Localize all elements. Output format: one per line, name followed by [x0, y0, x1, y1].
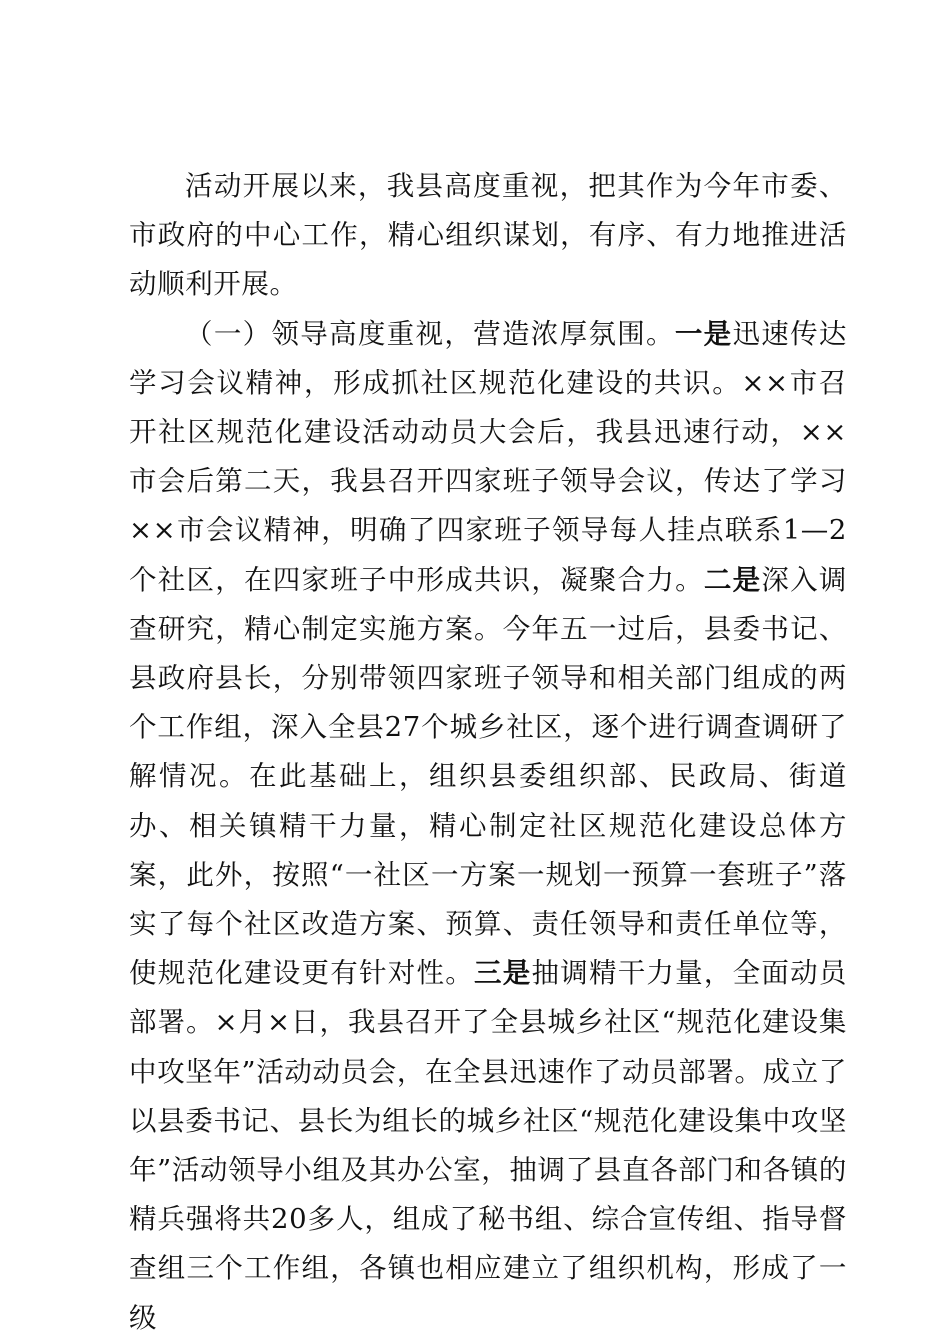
lead-third: 三是: [473, 957, 532, 990]
point-third-text: 抽调精干力量，全面动员部署。×月×日，我县召开了全县城乡社区“规范化建设集中攻坚年”活动动员会，在全县迅速作了动员部署。成立了以县委书记、县长为组长的城乡社区“规范化建设集中攻坚年”活动领导小组及其办公室，抽调了县直各部门和各镇的精兵强将共20多人，组成了秘书组、综合宣传组、指导督查组三个工作组，各镇也相应建立了组织机构，形成了一级: [129, 957, 848, 1334]
point-second-text: 深入调查研究，精心制定实施方案。今年五一过后，县委书记、县政府县长，分别带领四家班子领导和相关部门组成的两个工作组，深入全县27个城乡社区，逐个进行调查调研了解情况。在此基础上，组织县委组织部、民政局、街道办、相关镇精干力量，精心制定社区规范化建设总体方案，此外，按照“一社区一方案一规划一预算一套班子”落实了每个社区改造方案、预算、责任领导和责任单位等，使规范化建设更有针对性。: [129, 563, 847, 990]
section-paragraph: [129, 310, 847, 1343]
point-first-text: 迅速传达学习会议精神，形成抓社区规范化建设的共识。××市召开社区规范化建设活动动员大会后，我县迅速行动，××市会后第二天，我县召开四家班子领导会议，传达了学习××市会议精神，明确了四家班子领导每人挂点联系1—2个社区，在四家班子中形成共识，凝聚合力。: [129, 317, 848, 596]
lead-second: 二是: [703, 563, 762, 596]
lead-first: 一是: [674, 317, 733, 350]
intro-paragraph: 活动开展以来，我县高度重视，把其作为今年市委、市政府的中心工作，精心组织谋划，有序、有力地推进活动顺利开展。: [129, 170, 847, 301]
document-body: [129, 162, 847, 1343]
section-heading: （一）领导高度重视，营造浓厚氛围。: [185, 317, 675, 350]
